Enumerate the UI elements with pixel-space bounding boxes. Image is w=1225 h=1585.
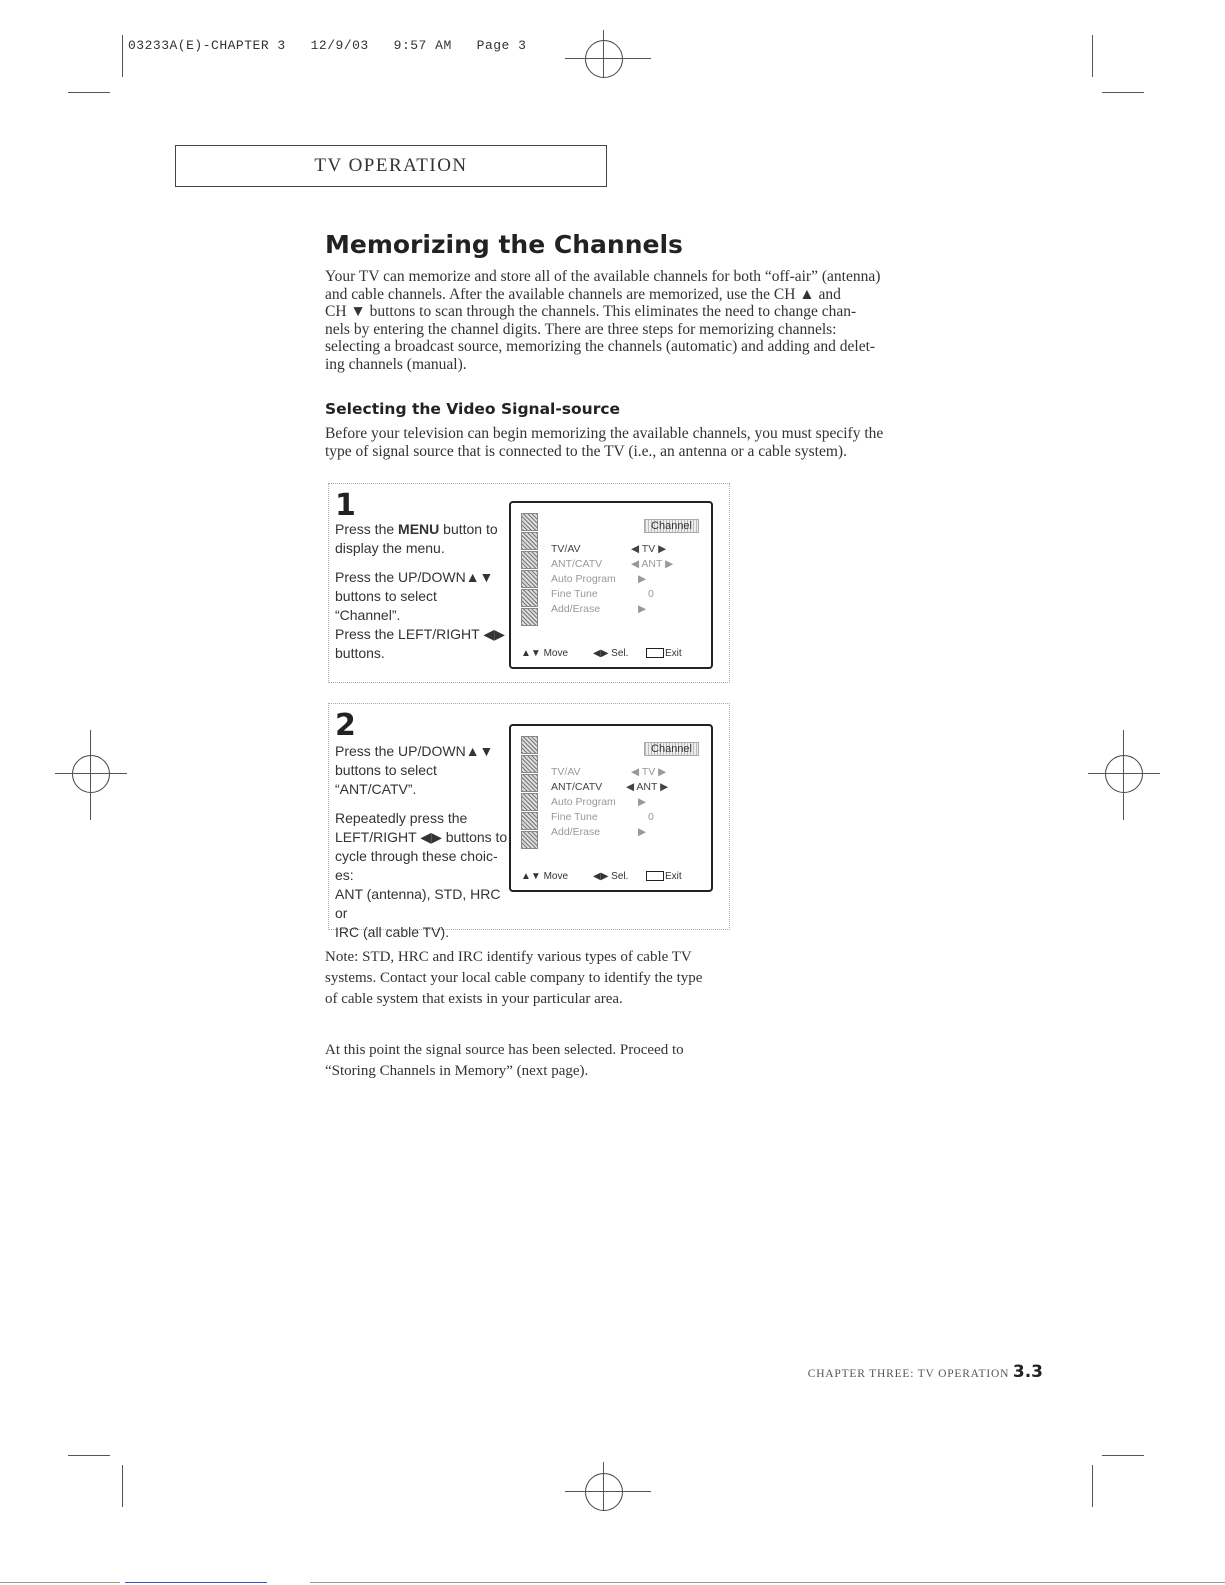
menu-select-hint: ◀▶ Sel. bbox=[593, 648, 629, 659]
step-line: display the menu. bbox=[335, 540, 445, 556]
crop-mark bbox=[122, 1465, 123, 1507]
menu-exit-hint bbox=[646, 871, 682, 882]
text-line: Before your television can begin memorizing the available channels, you must specify the bbox=[325, 425, 884, 442]
crop-mark bbox=[1092, 35, 1093, 77]
step-line bbox=[335, 558, 505, 568]
step-line: ANT (antenna), STD, HRC or bbox=[335, 886, 501, 921]
step-line: Press the MENU button to bbox=[335, 521, 498, 537]
step-line: IRC (all cable TV). bbox=[335, 924, 450, 940]
step-2-panel bbox=[328, 703, 730, 940]
page-footer bbox=[808, 1362, 1043, 1382]
sub-paragraph bbox=[325, 425, 1025, 460]
menu-exit-icon bbox=[646, 648, 664, 658]
bottom-rule bbox=[310, 1582, 1225, 1583]
page-title: Memorizing the Channels bbox=[325, 230, 683, 259]
text-line: selecting a broadcast source, memorizing the channels (automatic) and adding and delet- bbox=[325, 338, 876, 355]
step-line: “Channel”. bbox=[335, 607, 401, 623]
menu-row-label: TV/AV bbox=[551, 543, 581, 555]
step-line: buttons to select bbox=[335, 762, 437, 778]
menu-row-label: Fine Tune bbox=[551, 588, 598, 600]
menu-row-value: ▶ bbox=[638, 573, 647, 585]
step-line: LEFT/RIGHT ◀▶ buttons to bbox=[335, 829, 508, 845]
menu-select-hint: ◀▶ Sel. bbox=[593, 871, 629, 882]
picture-icon bbox=[521, 736, 538, 754]
step-line: Press the UP/DOWN▲▼ bbox=[335, 743, 494, 759]
crop-mark bbox=[1102, 1455, 1144, 1456]
step-instructions bbox=[335, 520, 505, 663]
step-line: Press the LEFT/RIGHT ◀▶ bbox=[335, 626, 505, 642]
closing-paragraph bbox=[325, 1040, 795, 1082]
text-line: and cable channels. After the available channels are memorized, use the CH ▲ and bbox=[325, 285, 841, 303]
menu-exit-label: Exit bbox=[665, 648, 682, 659]
step-line: “ANT/CATV”. bbox=[335, 781, 417, 797]
page-number: 3.3 bbox=[1012, 1362, 1043, 1382]
text-line: of cable system that exists in your particular area. bbox=[325, 991, 623, 1007]
footer-chapter: CHAPTER THREE: TV OPERATION bbox=[807, 1368, 1010, 1380]
menu-title: Channel bbox=[644, 519, 699, 533]
menu-row-value: ▶ bbox=[638, 826, 647, 838]
step-number: 2 bbox=[335, 708, 356, 743]
text-line: type of signal source that is connected to the TV (i.e., an antenna or a cable system). bbox=[325, 442, 847, 460]
menu-row-label: Auto Program bbox=[551, 573, 616, 585]
function-icon bbox=[521, 793, 538, 811]
text-line: “Storing Channels in Memory” (next page). bbox=[325, 1063, 589, 1079]
menu-row-label: ANT/CATV bbox=[551, 558, 603, 570]
tv-menu-screen bbox=[509, 501, 713, 669]
crop-mark bbox=[122, 35, 123, 77]
text-line: At this point the signal source has been selected. Proceed to bbox=[325, 1042, 684, 1058]
sound-icon bbox=[521, 755, 538, 773]
channel-icon bbox=[521, 774, 538, 792]
text-line: Your TV can memorize and store all of the available channels for both “off-air” (antenna) bbox=[325, 268, 881, 285]
menu-move-hint: ▲▼ Move bbox=[521, 871, 569, 882]
step-line: cycle through these choic- bbox=[335, 848, 498, 864]
menu-icon-column bbox=[521, 736, 538, 850]
menu-row-label: TV/AV bbox=[551, 766, 581, 778]
crop-mark bbox=[1102, 92, 1144, 93]
menu-row-value: ▶ bbox=[638, 796, 647, 808]
bottom-rule bbox=[125, 1582, 267, 1583]
menu-row-label: Add/Erase bbox=[551, 826, 601, 838]
setup-icon bbox=[521, 589, 538, 607]
section-subheading: Selecting the Video Signal-source bbox=[325, 400, 621, 418]
tv-menu-screen bbox=[509, 724, 713, 892]
menu-row-value: ◀ ANT ▶ bbox=[631, 558, 674, 570]
setup-icon bbox=[521, 812, 538, 830]
menu-row-label: ANT/CATV bbox=[551, 781, 603, 793]
crop-mark bbox=[68, 92, 110, 93]
step-line: Repeatedly press the bbox=[335, 810, 468, 826]
menu-row-value: ◀ TV ▶ bbox=[631, 766, 667, 778]
print-slug: 03233A(E)-CHAPTER 3 12/9/03 9:57 AM Page 3 bbox=[128, 38, 527, 53]
step-1-panel bbox=[328, 483, 730, 683]
menu-row-value: ▶ bbox=[638, 603, 647, 615]
sound-icon bbox=[521, 532, 538, 550]
input-icon bbox=[521, 831, 538, 849]
menu-title: Channel bbox=[644, 742, 699, 756]
menu-row-value: 0 bbox=[648, 588, 654, 600]
menu-row-label: Fine Tune bbox=[551, 811, 598, 823]
menu-exit-icon bbox=[646, 871, 664, 881]
menu-row-label: Add/Erase bbox=[551, 603, 601, 615]
menu-exit-hint bbox=[646, 648, 682, 659]
text-line: ing channels (manual). bbox=[325, 355, 467, 373]
menu-exit-label: Exit bbox=[665, 871, 682, 882]
step-line bbox=[335, 799, 510, 809]
step-line: buttons to select bbox=[335, 588, 437, 604]
step-line: buttons. bbox=[335, 645, 385, 661]
section-title: TV OPERATION bbox=[314, 155, 468, 176]
text-line: Note: STD, HRC and IRC identify various types of cable TV bbox=[325, 949, 692, 965]
step-instructions bbox=[335, 742, 510, 942]
step-line: Press the UP/DOWN▲▼ bbox=[335, 569, 494, 585]
section-header bbox=[175, 145, 607, 187]
crop-mark bbox=[68, 1455, 110, 1456]
bottom-rule bbox=[0, 1582, 120, 1583]
channel-icon bbox=[521, 551, 538, 569]
text-line: nels by entering the channel digits. There are three steps for memorizing channels: bbox=[325, 320, 837, 338]
crop-mark bbox=[1092, 1465, 1093, 1507]
note-paragraph bbox=[325, 947, 795, 1010]
menu-move-hint: ▲▼ Move bbox=[521, 648, 569, 659]
menu-row-label: Auto Program bbox=[551, 796, 616, 808]
step-line: es: bbox=[335, 867, 354, 883]
text-line: systems. Contact your local cable company to identify the type bbox=[325, 970, 703, 986]
picture-icon bbox=[521, 513, 538, 531]
menu-row-value: ◀ TV ▶ bbox=[631, 543, 667, 555]
menu-row-value: 0 bbox=[648, 811, 654, 823]
step-number: 1 bbox=[335, 488, 356, 523]
function-icon bbox=[521, 570, 538, 588]
intro-paragraph bbox=[325, 268, 1025, 373]
text-line: CH ▼ buttons to scan through the channels. This eliminates the need to change chan- bbox=[325, 303, 857, 320]
menu-icon-column bbox=[521, 513, 538, 627]
input-icon bbox=[521, 608, 538, 626]
menu-row-value: ◀ ANT ▶ bbox=[626, 781, 669, 793]
